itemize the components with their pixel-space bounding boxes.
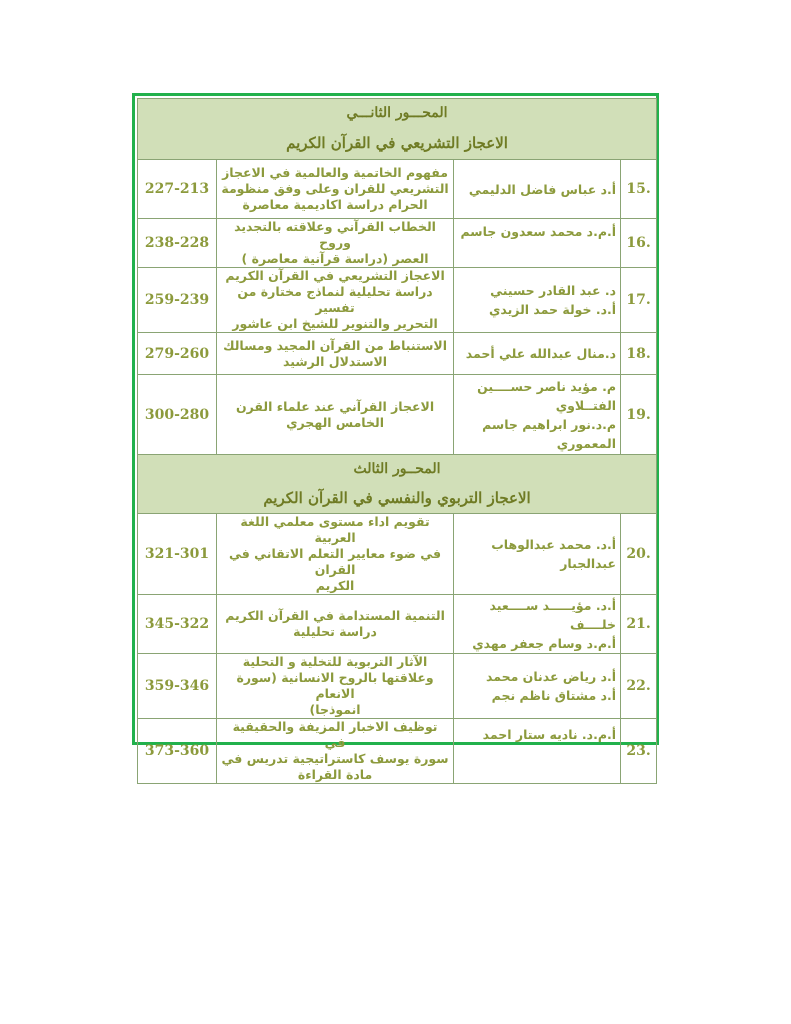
author-line: المعموري: [556, 435, 617, 451]
table-row: [138, 333, 657, 375]
row-pages: 373-360: [138, 719, 217, 784]
author-line: أ.د عباس فاضل الدليمي: [468, 181, 617, 197]
row-title: [217, 268, 454, 333]
author-line: م. مؤيد ناصر حســــين: [477, 378, 617, 394]
toc-frame: [132, 93, 659, 782]
title-line: التحرير والتنوير للشيخ ابن عاشور: [232, 316, 438, 331]
title-line: انموذجا): [309, 702, 361, 717]
table-row: [138, 595, 657, 654]
row-authors: [454, 719, 621, 784]
toc-table: [137, 98, 657, 784]
row-number: 20.: [621, 514, 657, 595]
table-row: [138, 719, 657, 784]
author-line: خلــــف: [569, 616, 617, 632]
table-row: [138, 654, 657, 719]
title-line: الكريم: [315, 578, 355, 593]
author-line: الفتــلاوي: [555, 397, 617, 413]
row-authors: [454, 268, 621, 333]
title-line: الخطاب القرآني وعلاقته بالتجديد وروح: [234, 219, 436, 250]
title-line: الاعجاز التشريعي في القرآن الكريم: [225, 268, 445, 283]
title-line: الاستدلال الرشيد: [283, 353, 388, 369]
row-title: [217, 219, 454, 268]
author-line: أ.د. مؤيـــــد ســــعيد: [489, 597, 617, 613]
title-line: مفهوم الخاتمية والعالمية في الاعجاز: [222, 165, 449, 180]
row-number: 22.: [621, 654, 657, 719]
row-title: [217, 595, 454, 654]
author-line: أ.د رياض عدنان محمد: [485, 669, 617, 684]
title-line: الاعجاز القرآني عند علماء القرن: [235, 398, 435, 414]
author-line: أ.د. خولة حمد الزيدي: [488, 302, 617, 317]
section-heading: المحــور الثالث: [138, 455, 657, 484]
row-authors: [454, 514, 621, 595]
table-row: [138, 375, 657, 455]
author-line: أ.م.د محمد سعدون جاسم: [460, 224, 617, 239]
row-title: [217, 160, 454, 219]
row-title: [217, 654, 454, 719]
row-pages: 359-346: [138, 654, 217, 719]
section-subheading: الاعجاز التشريعي في القرآن الكريم: [138, 128, 657, 160]
author-line: أ.م.د وسام جعفر مهدي: [472, 635, 617, 651]
title-line: سورة يوسف كاستراتيجية تدريس في: [221, 751, 449, 766]
author-line: د.منال عبدالله علي أحمد: [465, 346, 617, 361]
row-number: 19.: [621, 375, 657, 455]
row-number: 15.: [621, 160, 657, 219]
table-row: [138, 219, 657, 268]
section-subheading-row: [138, 484, 657, 514]
section-heading-row: [138, 99, 657, 128]
table-row: [138, 160, 657, 219]
row-title: [217, 719, 454, 784]
table-row: [138, 514, 657, 595]
row-number: 16.: [621, 219, 657, 268]
title-line: مادة القراءة: [297, 767, 373, 782]
author-line: أ.م.د. ناديه ستار احمد: [482, 727, 617, 742]
section-heading-row: [138, 455, 657, 484]
title-line: الخامس الهجري: [286, 414, 384, 430]
row-title: [217, 375, 454, 455]
title-line: الحرام دراسة اكاديمية معاصرة: [242, 197, 428, 212]
row-authors: [454, 333, 621, 375]
title-line: دراسة تحليلية لنماذج مختارة من تفسير: [237, 284, 433, 315]
title-line: التشريعي للقران وعلى وفق منظومة: [221, 181, 449, 196]
table-row: [138, 268, 657, 333]
row-number: 18.: [621, 333, 657, 375]
author-line: أ.د. محمد عبدالوهاب عبدالجبار: [491, 537, 617, 571]
author-line: د. عبد القادر حسيني: [490, 283, 617, 298]
row-authors: [454, 654, 621, 719]
row-pages: 259-239: [138, 268, 217, 333]
row-title: [217, 514, 454, 595]
row-number: 23.: [621, 719, 657, 784]
row-pages: 227-213: [138, 160, 217, 219]
title-line: تقويم اداء مستوى معلمي اللغة العربية: [240, 514, 430, 545]
row-authors: [454, 595, 621, 654]
title-line: الآثار التربوية للتخلية و التحلية: [242, 654, 428, 669]
row-authors: [454, 219, 621, 268]
title-line: العصر (دراسة قرآنية معاصرة ): [241, 251, 429, 266]
row-pages: 238-228: [138, 219, 217, 268]
section-heading: المحـــور الثانـــي: [138, 99, 657, 128]
row-authors: [454, 375, 621, 455]
author-line: م.د.نور ابراهيم جاسم: [482, 416, 617, 432]
row-pages: 345-322: [138, 595, 217, 654]
title-line: دراسة تحليلية: [293, 624, 377, 639]
row-pages: 321-301: [138, 514, 217, 595]
row-number: 21.: [621, 595, 657, 654]
title-line: وعلاقتها بالروح الانسانية (سورة الانعام: [236, 670, 434, 701]
row-title: [217, 333, 454, 375]
row-pages: 300-280: [138, 375, 217, 455]
title-line: الاستنباط من القرآن المجيد ومسالك: [223, 337, 447, 353]
author-line: أ.د مشتاق ناظم نجم: [491, 688, 617, 703]
row-pages: 279-260: [138, 333, 217, 375]
title-line: في ضوء معايير التعلم الاتقاني في القران: [228, 546, 442, 577]
row-authors: [454, 160, 621, 219]
row-number: 17.: [621, 268, 657, 333]
section-subheading: الاعجاز التربوي والنفسي في القرآن الكريم: [138, 484, 657, 514]
section-subheading-row: [138, 128, 657, 160]
title-line: توظيف الاخبار المزيفة والحقيقية في: [232, 719, 438, 750]
title-line: التنمية المستدامة في القرآن الكريم: [225, 608, 445, 623]
